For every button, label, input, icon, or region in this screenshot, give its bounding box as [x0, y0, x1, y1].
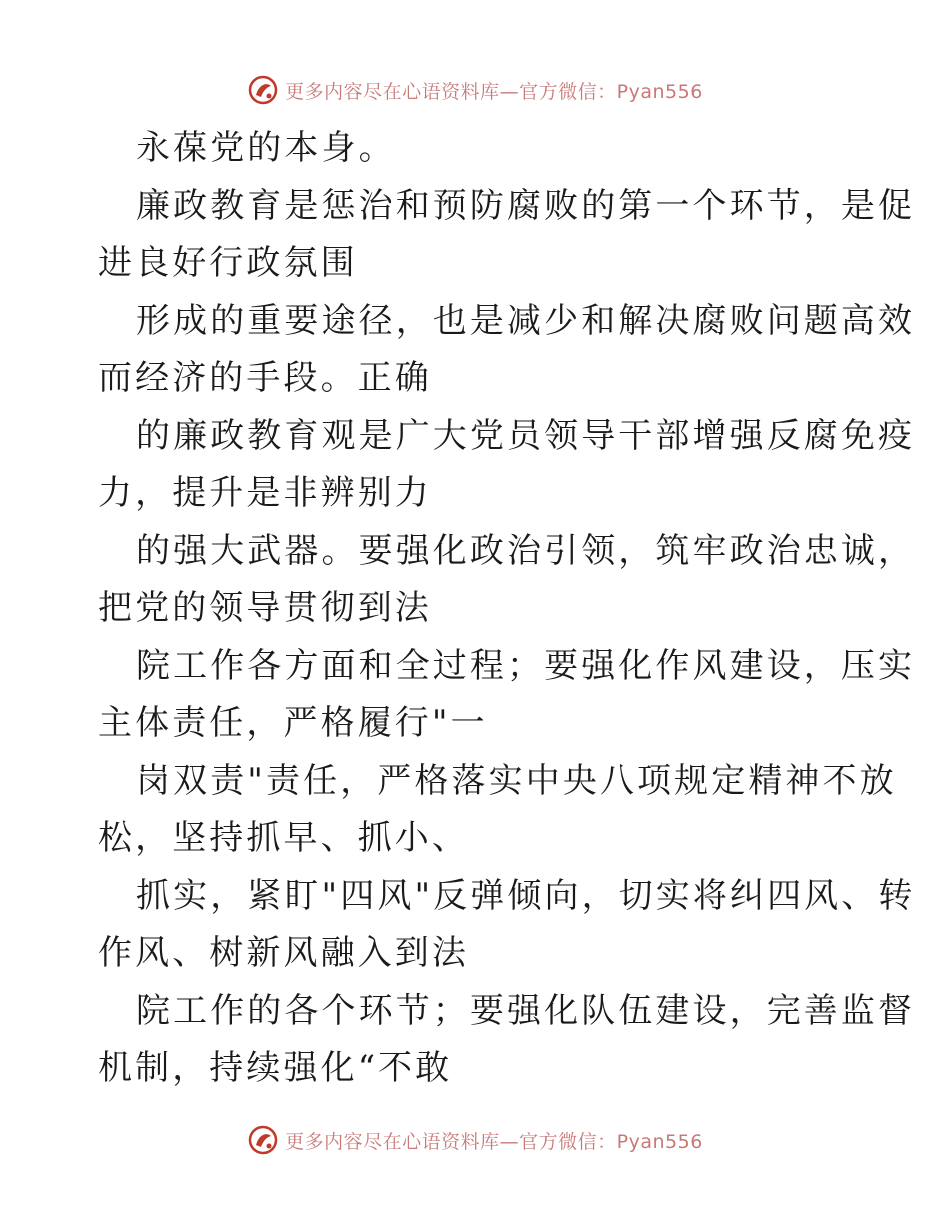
text-line: 力，提升是非辨别力 [98, 473, 432, 513]
brand-logo-icon [247, 1124, 279, 1156]
text-line: 院工作各方面和全过程；要强化作风建设，压实 [136, 645, 916, 686]
text-line: 作风、树新风融入到法 [98, 933, 469, 973]
text-line: 把党的领导贯彻到法 [98, 588, 432, 628]
watermark-text: 更多内容尽在心语资料库—官方微信：Pyan556 [285, 1130, 703, 1153]
text-line: 机制，持续强化“不敢 [98, 1048, 453, 1088]
header-watermark [0, 70, 950, 110]
text-line: 永葆党的本身。 [136, 128, 396, 168]
text-line: 主体责任，严格履行"一 [98, 703, 488, 743]
text-line: 抓实，紧盯"四风"反弹倾向，切实将纠四风、转 [136, 875, 916, 916]
document-body [98, 120, 916, 1098]
text-line: 松，坚持抓早、抓小、 [98, 818, 469, 858]
text-line: 而经济的手段。正确 [98, 358, 432, 398]
text-line: 形成的重要途径，也是减少和解决腐败问题高效 [136, 300, 916, 341]
text-line: 的廉政教育观是广大党员领导干部增强反腐免疫 [136, 415, 916, 456]
brand-logo-icon [247, 74, 279, 106]
text-line: 的强大武器。要强化政治引领，筑牢政治忠诚， [136, 530, 916, 571]
text-line: 岗双责"责任，严格落实中央八项规定精神不放 [136, 760, 897, 801]
text-line: 廉政教育是惩治和预防腐败的第一个环节，是促 [136, 185, 916, 226]
watermark-text: 更多内容尽在心语资料库—官方微信：Pyan556 [285, 80, 703, 103]
footer-watermark [0, 1120, 950, 1160]
text-line: 院工作的各个环节；要强化队伍建设，完善监督 [136, 990, 916, 1031]
text-line: 进良好行政氛围 [98, 243, 358, 283]
